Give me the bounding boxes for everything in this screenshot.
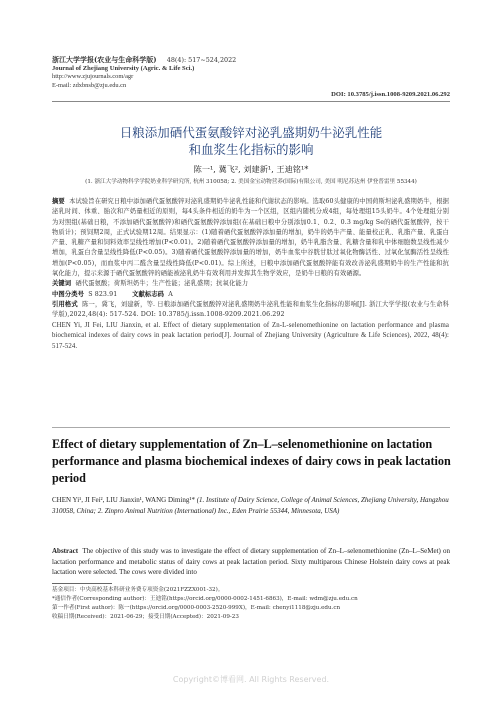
paper-title-en: Effect of dietary supplementation of Zn–L–selenomethionine on lactation performance and plasma biochemical indexes of dairy cows in peak lactation period xyxy=(52,437,451,485)
journal-name-en: Journal of Zhejiang University (Agric. & Life Sci.) xyxy=(52,64,195,72)
abstract-en xyxy=(52,546,450,578)
classification-line xyxy=(52,290,449,300)
affiliation-en: (1. Institute of Dairy Science, College of Animal Sciences, Zhejiang University, Hangzhou 310058, China; 2. Zinpro Animal Nutrition (International) Inc., Eden Prairie 55344, Minnesota, USA) xyxy=(52,496,449,515)
journal-header xyxy=(52,56,452,90)
paper-title-cn xyxy=(52,124,450,158)
footnote-divider xyxy=(52,583,112,584)
abstract-cn-label: 摘要 xyxy=(52,198,65,205)
citation-label: 引用格式 xyxy=(52,300,78,308)
copyright-watermark: Copyright©博看网. All Rights Reserved. xyxy=(172,675,330,684)
footnote-dates: 收稿日期(Received)：2021-06-29；接受日期(Accepted)：2021-09-23 xyxy=(52,614,239,620)
footnote-fund: 基金项目：中央高校基本科研业务费专项资金(2021FZZX001-32)。 xyxy=(52,587,224,593)
keywords-label: 关键词 xyxy=(52,280,72,288)
header-divider xyxy=(52,101,450,102)
volume-info: 48(4): 517~524,2022 xyxy=(166,56,237,64)
abstract-en-label: Abstract xyxy=(52,547,79,555)
clc-value: S 823.91 xyxy=(88,290,118,298)
journal-url[interactable]: http://www.zjujournals.com/agr xyxy=(52,73,134,81)
footnotes xyxy=(52,586,452,622)
paper-title-cn-line1: 日粮添加硒代蛋氨酸锌对泌乳盛期奶牛泌乳性能 xyxy=(119,125,383,140)
abstract-en-text: The objective of this study was to investigate the effect of dietary supplementation of Zn–L–selenomethionine (Zn–L–SeMet) on lactation performance and metabolic status of dairy cows at peak lactation period. Sixty multiparous Chinese Holstein dairy cows at peak lactation were selected. The cows were divided into xyxy=(52,547,450,576)
authors-en: CHEN Yi¹, JI Fei², LIU Jianxin¹, WANG Diming¹* xyxy=(52,496,195,504)
authors-cn: 陈一¹, 冀飞², 刘建新¹, 王迪铭¹* xyxy=(193,164,309,174)
keywords: 硒代蛋氨酸；荷斯坦奶牛；生产性能；泌乳盛期；抗氧化能力 xyxy=(75,280,249,288)
affiliation-cn: (1. 浙江大学动物科学学院奶业科学研究所, 杭州 310058; 2. 美国金宝动物营养(国际)有限公司, 美国 明尼苏达州 伊登普雷里 55344) xyxy=(85,179,417,185)
doi[interactable]: DOI: 10.3785/j.issn.1008-9209.2021.06.292 xyxy=(331,91,450,98)
citation-cn: 陈一，冀飞，刘建新，等. 日粮添加硒代蛋氨酸锌对泌乳盛期奶牛泌乳性能和血浆生化指标的影响[J]. 浙江大学学报(农业与生命科学版),2022,48(4): 517-524. DOI: 10.3785/j.issn.1008-9209.2021.06.292 xyxy=(52,300,449,319)
abstract-cn-text: 本试验旨在研究日粮中添加硒代蛋氨酸锌对泌乳盛期奶牛泌乳性能和代谢状态的影响。选取60头健康的中国荷斯坦泌乳盛期奶牛，根据泌乳时间、体重、胎次和产奶量相近的原则，每4头条件相近的奶牛为一个区组，区组内随机分成4组，每处理组15头奶牛。4个处理组分别为对照组(基础日粮，不添加硒代蛋氨酸锌)和硒代蛋氨酸锌添加组(在基础日粮中分别添加0.1、0.2、0.3 mg/kg Se的硒代蛋氨酸锌，按干物质计)；预饲期2周，正式试验期12周。结果显示：(1)随着硒代蛋氨酸锌添加量的增加，奶牛的奶牛产量、能量校正乳、乳脂产量、乳蛋白产量、乳糖产量和饲料效率呈线性增加(P<0.01)。2)随着硒代蛋氨酸锌添加量的增加，奶牛乳脂含量、乳糖含量和乳中体细胞数呈线性减少增加，乳蛋白含量呈线性降低(P<0.05)。3)随着硒代蛋氨酸锌添加量的增加，奶牛血浆中谷胱甘肽过氧化物酶活性、过氧化氢酶活性呈线性增加(P<0.05)，而血浆中丙二醛含量呈线性降低(P<0.01)。综上所述，日粮中添加硒代蛋氨酸锌能有效改善泌乳盛期奶牛的生产性能和抗氧化能力，提示来源于硒代蛋氨酸锌的硒能被泌乳奶牛有效利用并发挥其生物学效应，是奶牛日粮的有效硒源。 xyxy=(52,198,449,278)
journal-name-cn: 浙江大学学报(农业与生命科学版) xyxy=(52,55,157,64)
citation-en: CHEN Yi, JI Fei, LIU Jianxin, et al. Effect of dietary supplementation of Zn-L-selenomethionine on lactation performance and plasma biochemical indexes of dairy cows in peak lactation period[J]. Journal of Zhejiang University (Agriculture & Life Sciences), 2022, 48(4): 517-524. xyxy=(52,321,449,350)
clc-label: 中图分类号 xyxy=(52,290,84,298)
section-divider xyxy=(52,427,450,428)
doc-code-label: 文献标志码 xyxy=(132,290,165,298)
abstract-cn-block xyxy=(52,197,449,352)
paper-title-cn-line2: 和血浆生化指标的影响 xyxy=(188,142,314,157)
footnote-corresponding: *通信作者(Corresponding author)：王迪铭(https://orcid.org/0000-0002-1451-6863)，E-mail: wdm@zju.edu.cn xyxy=(52,596,358,602)
footnote-first-author: 第一作者(First author)：陈一(https://orcid.org/0000-0003-2520-999X)，E-mail: chenyi1118@zju.edu.cn xyxy=(52,605,341,611)
keywords-line xyxy=(52,279,449,289)
journal-email[interactable]: E-mail: zdxbnsb@zju.edu.cn xyxy=(52,81,127,89)
citation-block xyxy=(52,300,449,321)
abstract-cn xyxy=(52,197,449,279)
authors-en-block xyxy=(52,495,450,516)
doc-code-value: A xyxy=(168,290,173,298)
